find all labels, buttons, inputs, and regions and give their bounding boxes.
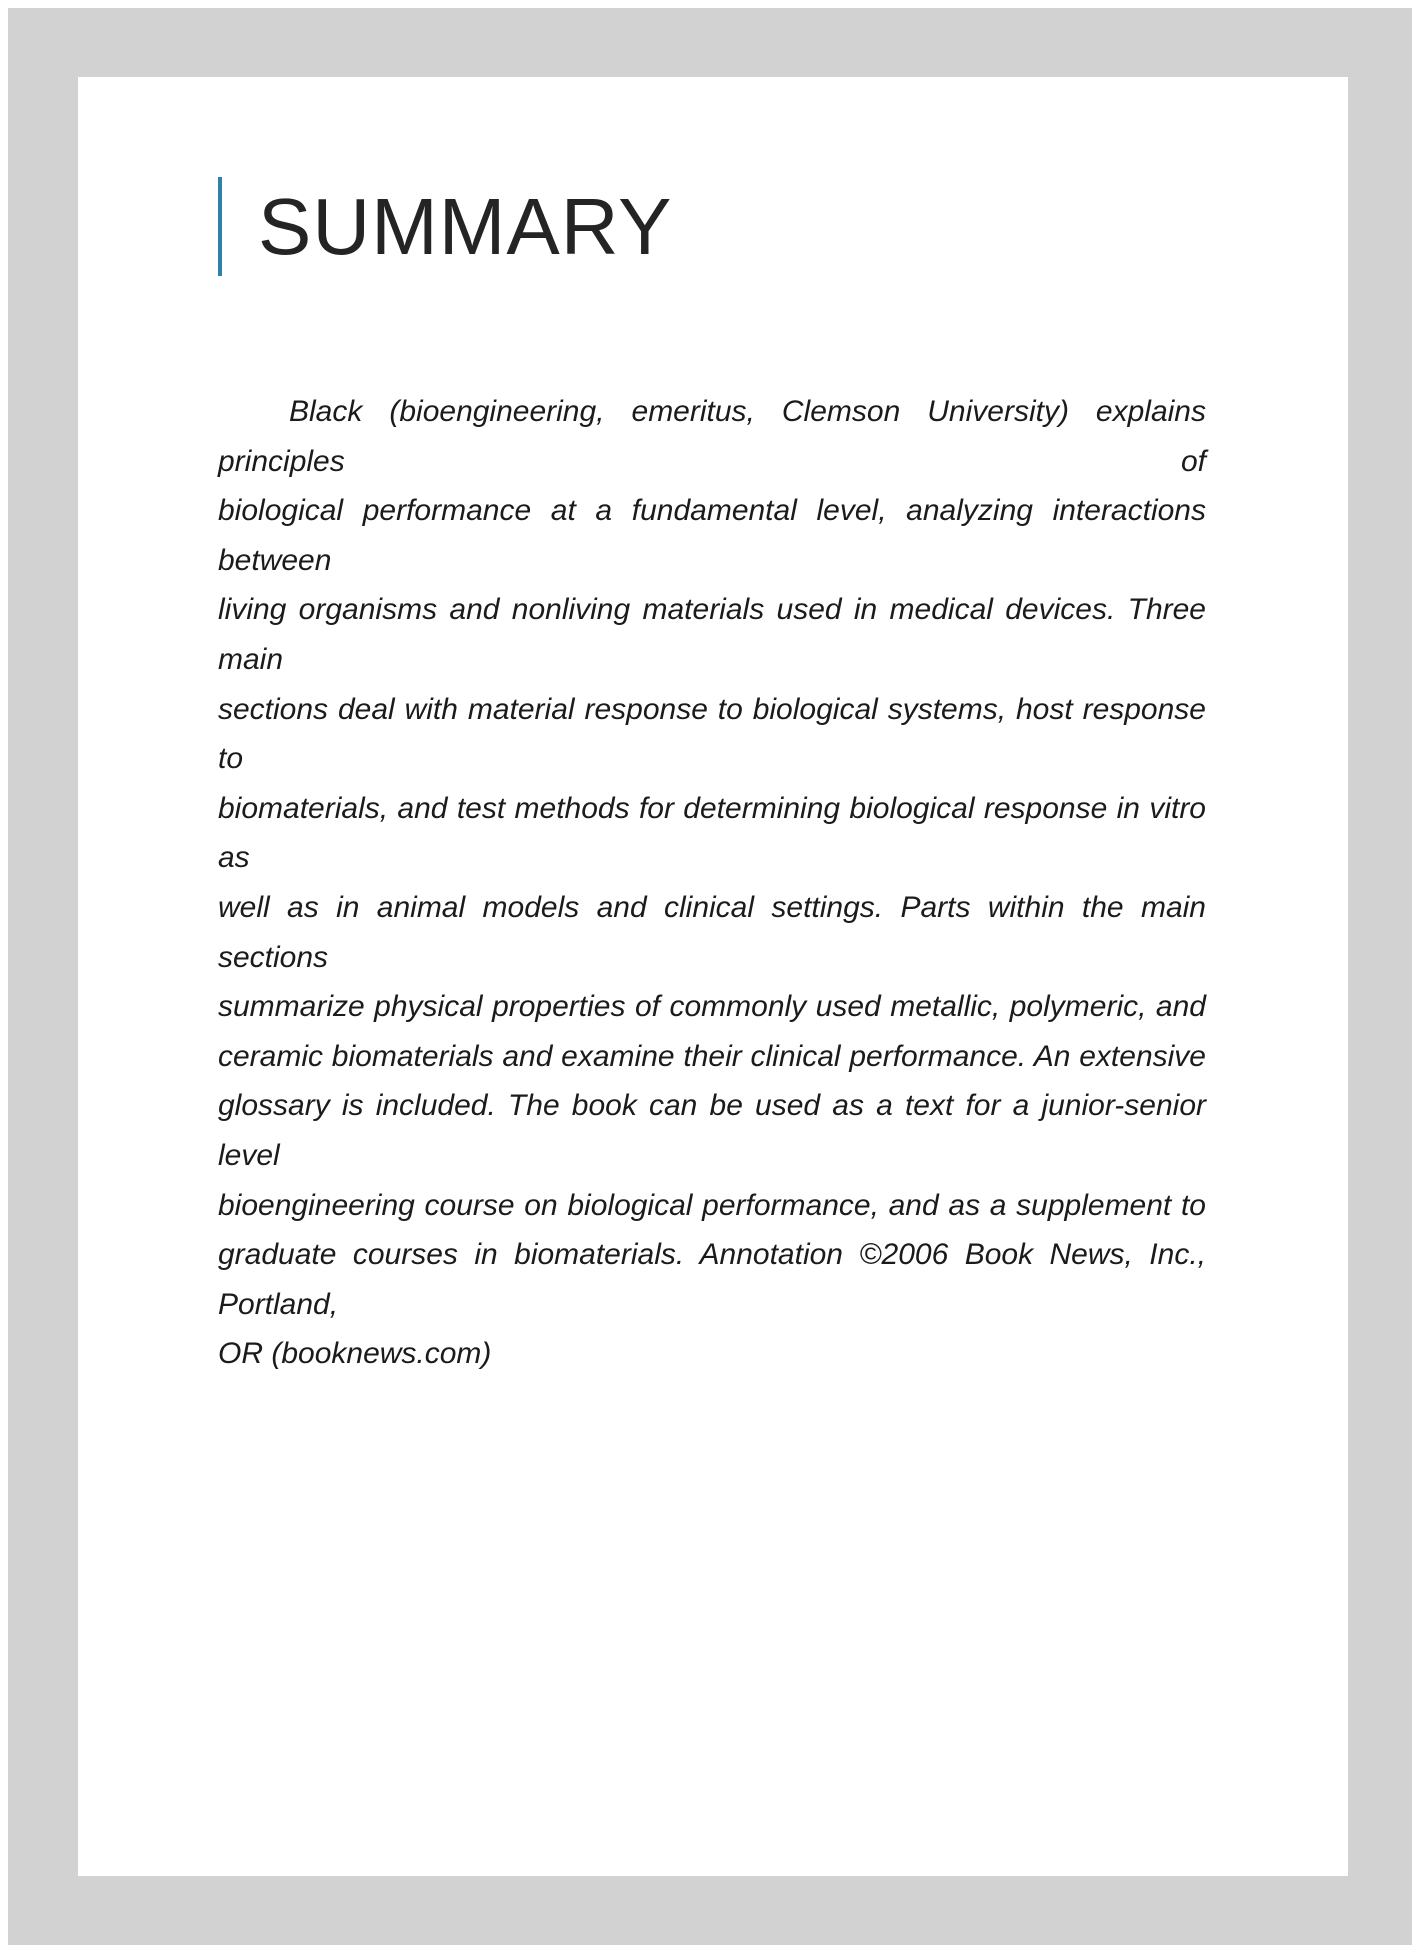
summary-line: summarize physical properties of commonly used metallic, polymeric, and (218, 990, 1206, 1024)
summary-line: graduate courses in biomaterials. Annotation ©2006 Book News, Inc., Portland, (218, 1238, 1206, 1321)
summary-line: glossary is included. The book can be used as a text for a junior-senior level (218, 1089, 1206, 1172)
summary-line: OR (booknews.com) (218, 1337, 492, 1371)
summary-line: sections deal with material response to biological systems, host response to (218, 692, 1206, 776)
summary-line: living organisms and nonliving materials used in medical devices. Three main (218, 593, 1206, 676)
page-title: SUMMARY (258, 182, 673, 271)
summary-line: bioengineering course on biological performance, and as a supplement to (218, 1188, 1206, 1222)
accent-bar-icon (218, 177, 222, 276)
summary-line: well as in animal models and clinical settings. Parts within the main sections (218, 890, 1206, 974)
summary-paragraph (218, 387, 1206, 1379)
document-page (78, 77, 1348, 1876)
summary-line: biological performance at a fundamental level, analyzing interactions between (218, 494, 1206, 577)
summary-line: ceramic biomaterials and examine their clinical performance. An extensive (218, 1039, 1206, 1073)
summary-line: biomaterials, and test methods for determining biological response in vitro as (218, 791, 1206, 875)
summary-line: Black (bioengineering, emeritus, Clemson University) explains principles of (218, 395, 1206, 478)
summary-heading-block (218, 177, 672, 276)
